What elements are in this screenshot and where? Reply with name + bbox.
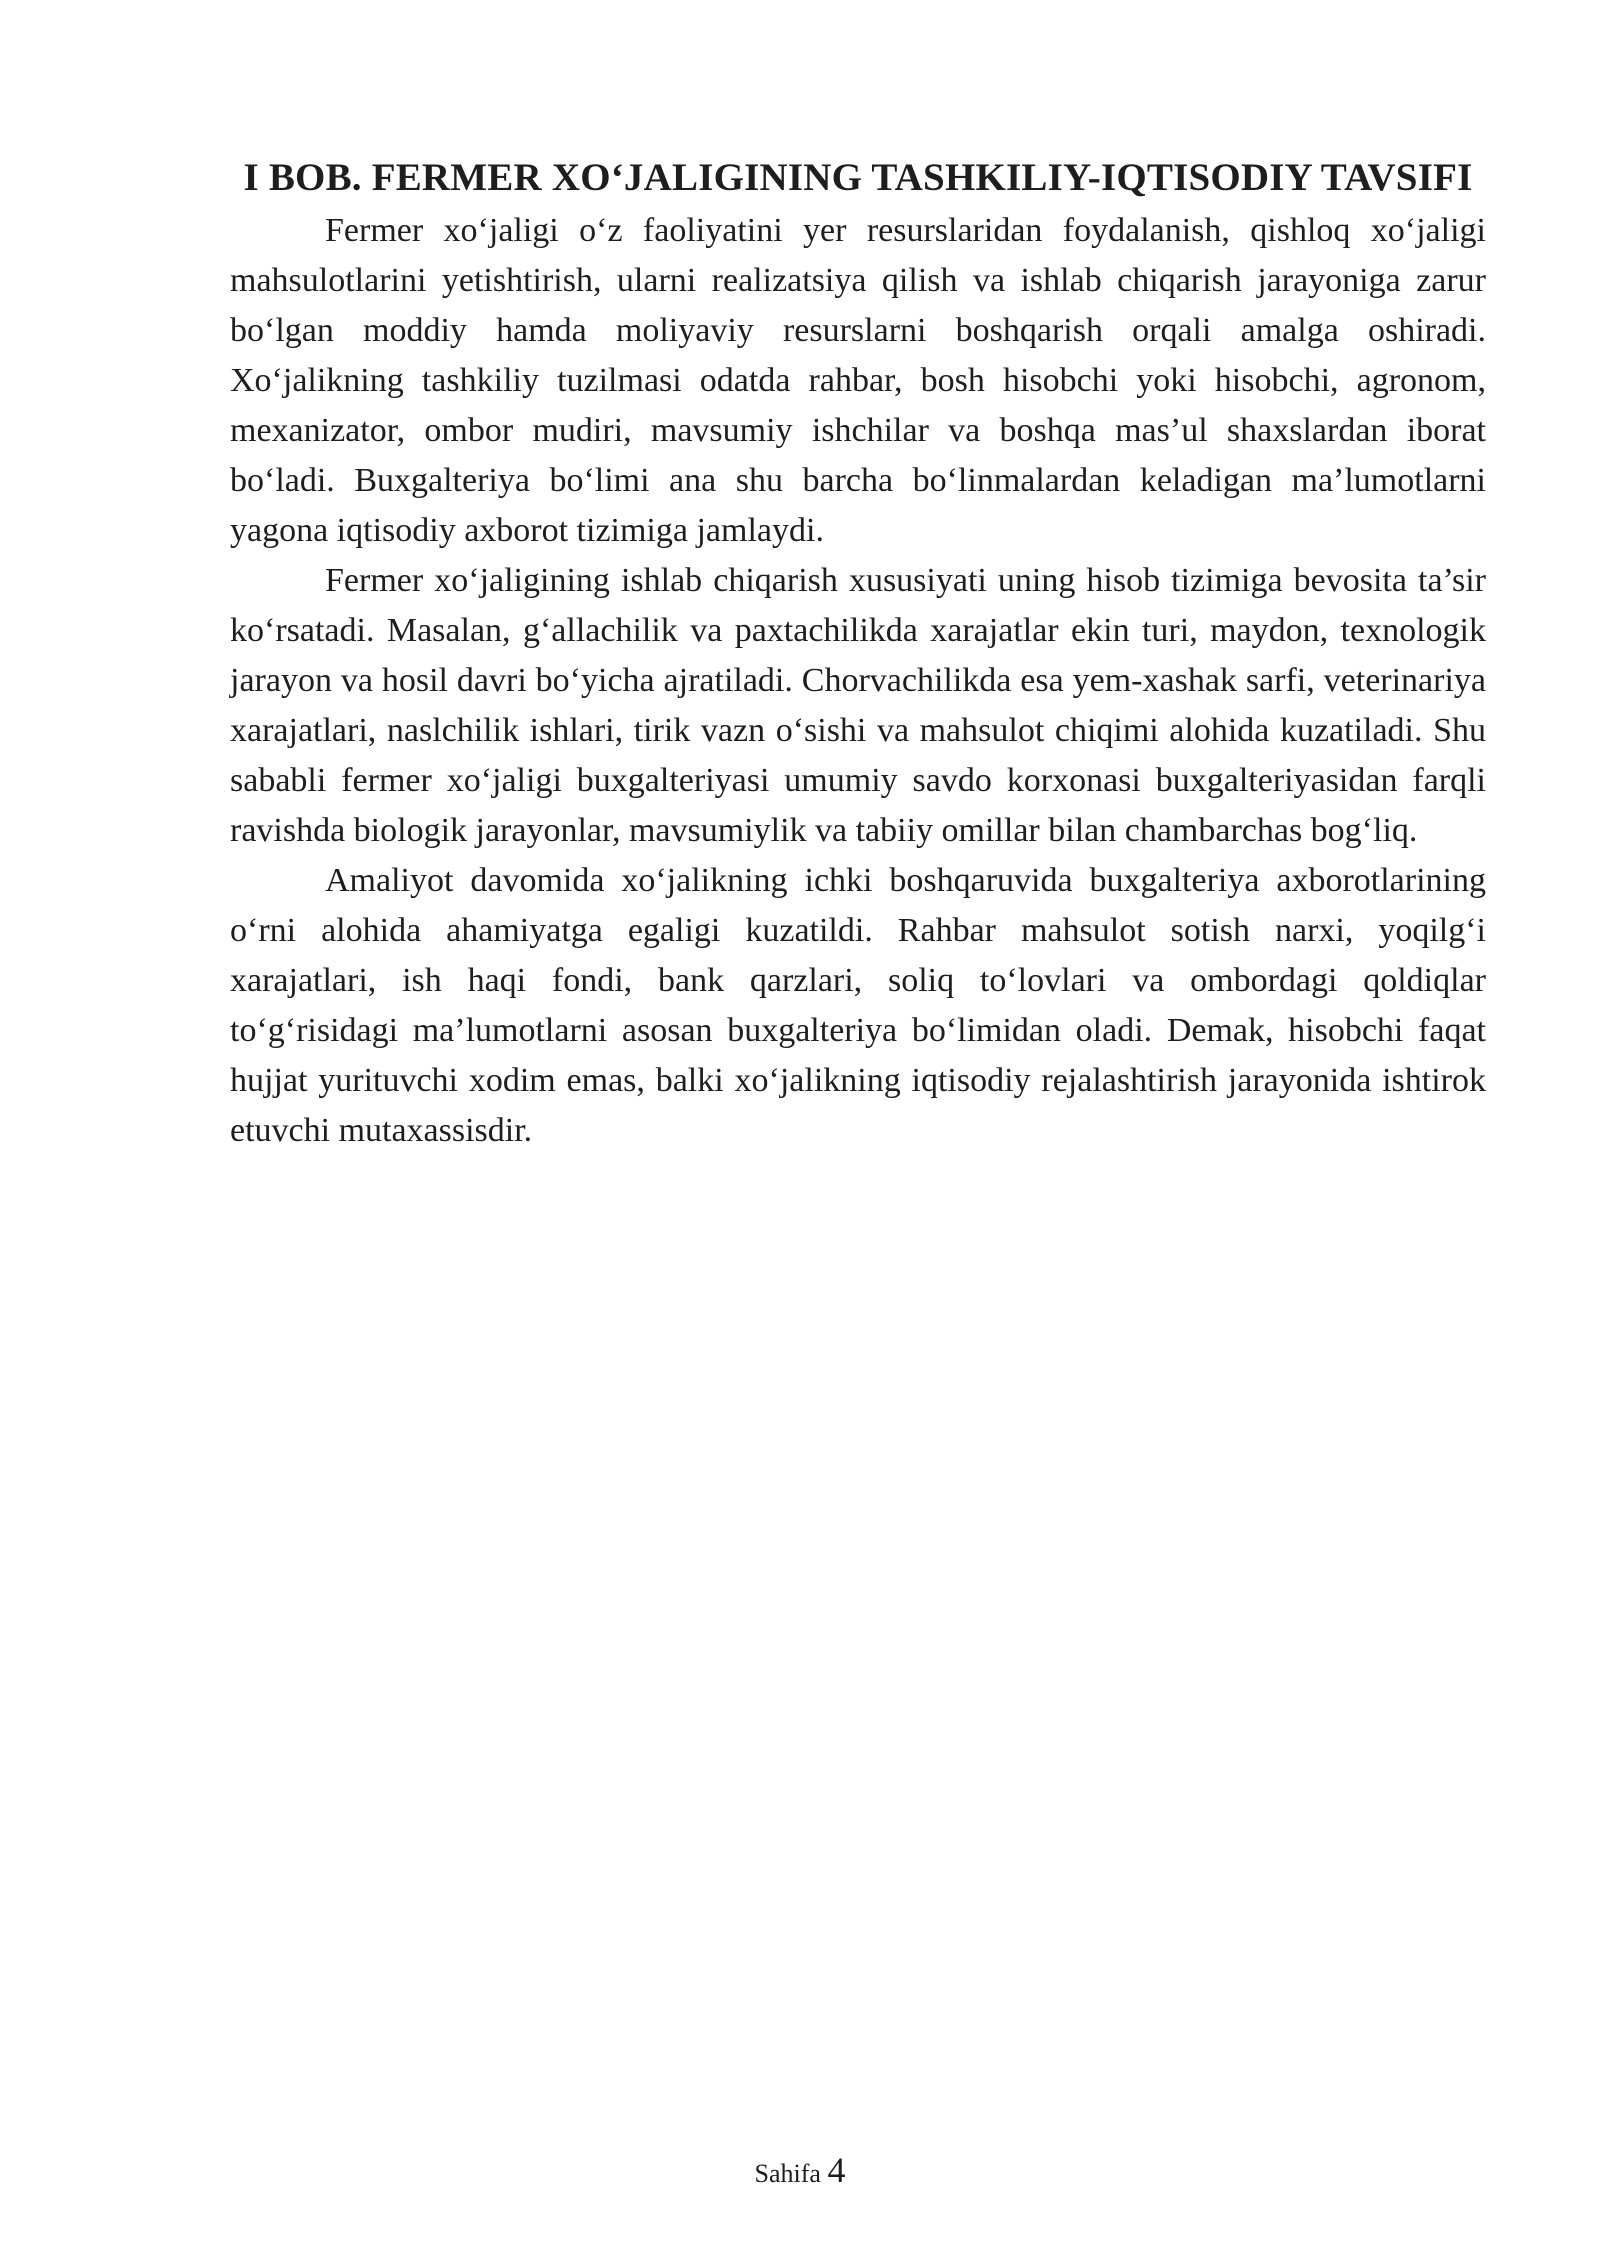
body-paragraph-1: Fermer xo‘jaligi o‘z faoliyatini yer resurslaridan foydalanish, qishloq xo‘jaligi mahsulotlarini yetishtirish, ularni realizatsiya qilish va ishlab chiqarish jarayoniga zarur bo‘lgan moddiy hamda moliyaviy resurslarni boshqarish orqali amalga oshiradi. Xo‘jalikning tashkiliy tuzilmasi odatda rahbar, bosh hisobchi yoki hisobchi, agronom, mexanizator, ombor mudiri, mavsumiy ishchilar va boshqa mas’ul shaxslardan iborat bo‘ladi. Buxgalteriya bo‘limi ana shu barcha bo‘linmalardan keladigan ma’lumotlarni yagona iqtisodiy axborot tizimiga jamlaydi. bbox=[230, 212, 1486, 549]
body-paragraph-2: Fermer xo‘jaligining ishlab chiqarish xususiyati uning hisob tizimiga bevosita ta’sir ko‘rsatadi. Masalan, g‘allachilik va paxtachilikda xarajatlar ekin turi, maydon, texnologik jarayon va hosil davri bo‘yicha ajratiladi. Chorvachilikda esa yem-xashak sarfi, veterinariya xarajatlari, naslchilik ishlari, tirik vazn o‘sishi va mahsulot chiqimi alohida kuzatiladi. Shu sababli fermer xo‘jaligi buxgalteriyasi umumiy savdo korxonasi buxgalteriyasidan farqli ravishda biologik jarayonlar, mavsumiylik va tabiiy omillar bilan chambarchas bog‘liq. bbox=[230, 562, 1486, 849]
page-content bbox=[230, 150, 1486, 1156]
page-number: 4 bbox=[827, 2150, 846, 2190]
page-footer bbox=[0, 2150, 1600, 2194]
body-paragraph-3: Amaliyot davomida xo‘jalikning ichki boshqaruvida buxgalteriya axborotlarining o‘rni alohida ahamiyatga egaligi kuzatildi. Rahbar mahsulot sotish narxi, yoqilg‘i xarajatlari, ish haqi fondi, bank qarzlari, soliq to‘lovlari va ombordagi qoldiqlar to‘g‘risidagi ma’lumotlarni asosan buxgalteriya bo‘limidan oladi. Demak, hisobchi faqat hujjat yurituvchi xodim emas, balki xo‘jalikning iqtisodiy rejalashtirish jarayonida ishtirok etuvchi mutaxassisdir. bbox=[230, 862, 1486, 1149]
page-label: Sahifa bbox=[754, 2159, 821, 2188]
chapter-title: I BOB. FERMER XO‘JALIGINING TASHKILIY-IQTISODIY TAVSIFI bbox=[243, 156, 1473, 199]
